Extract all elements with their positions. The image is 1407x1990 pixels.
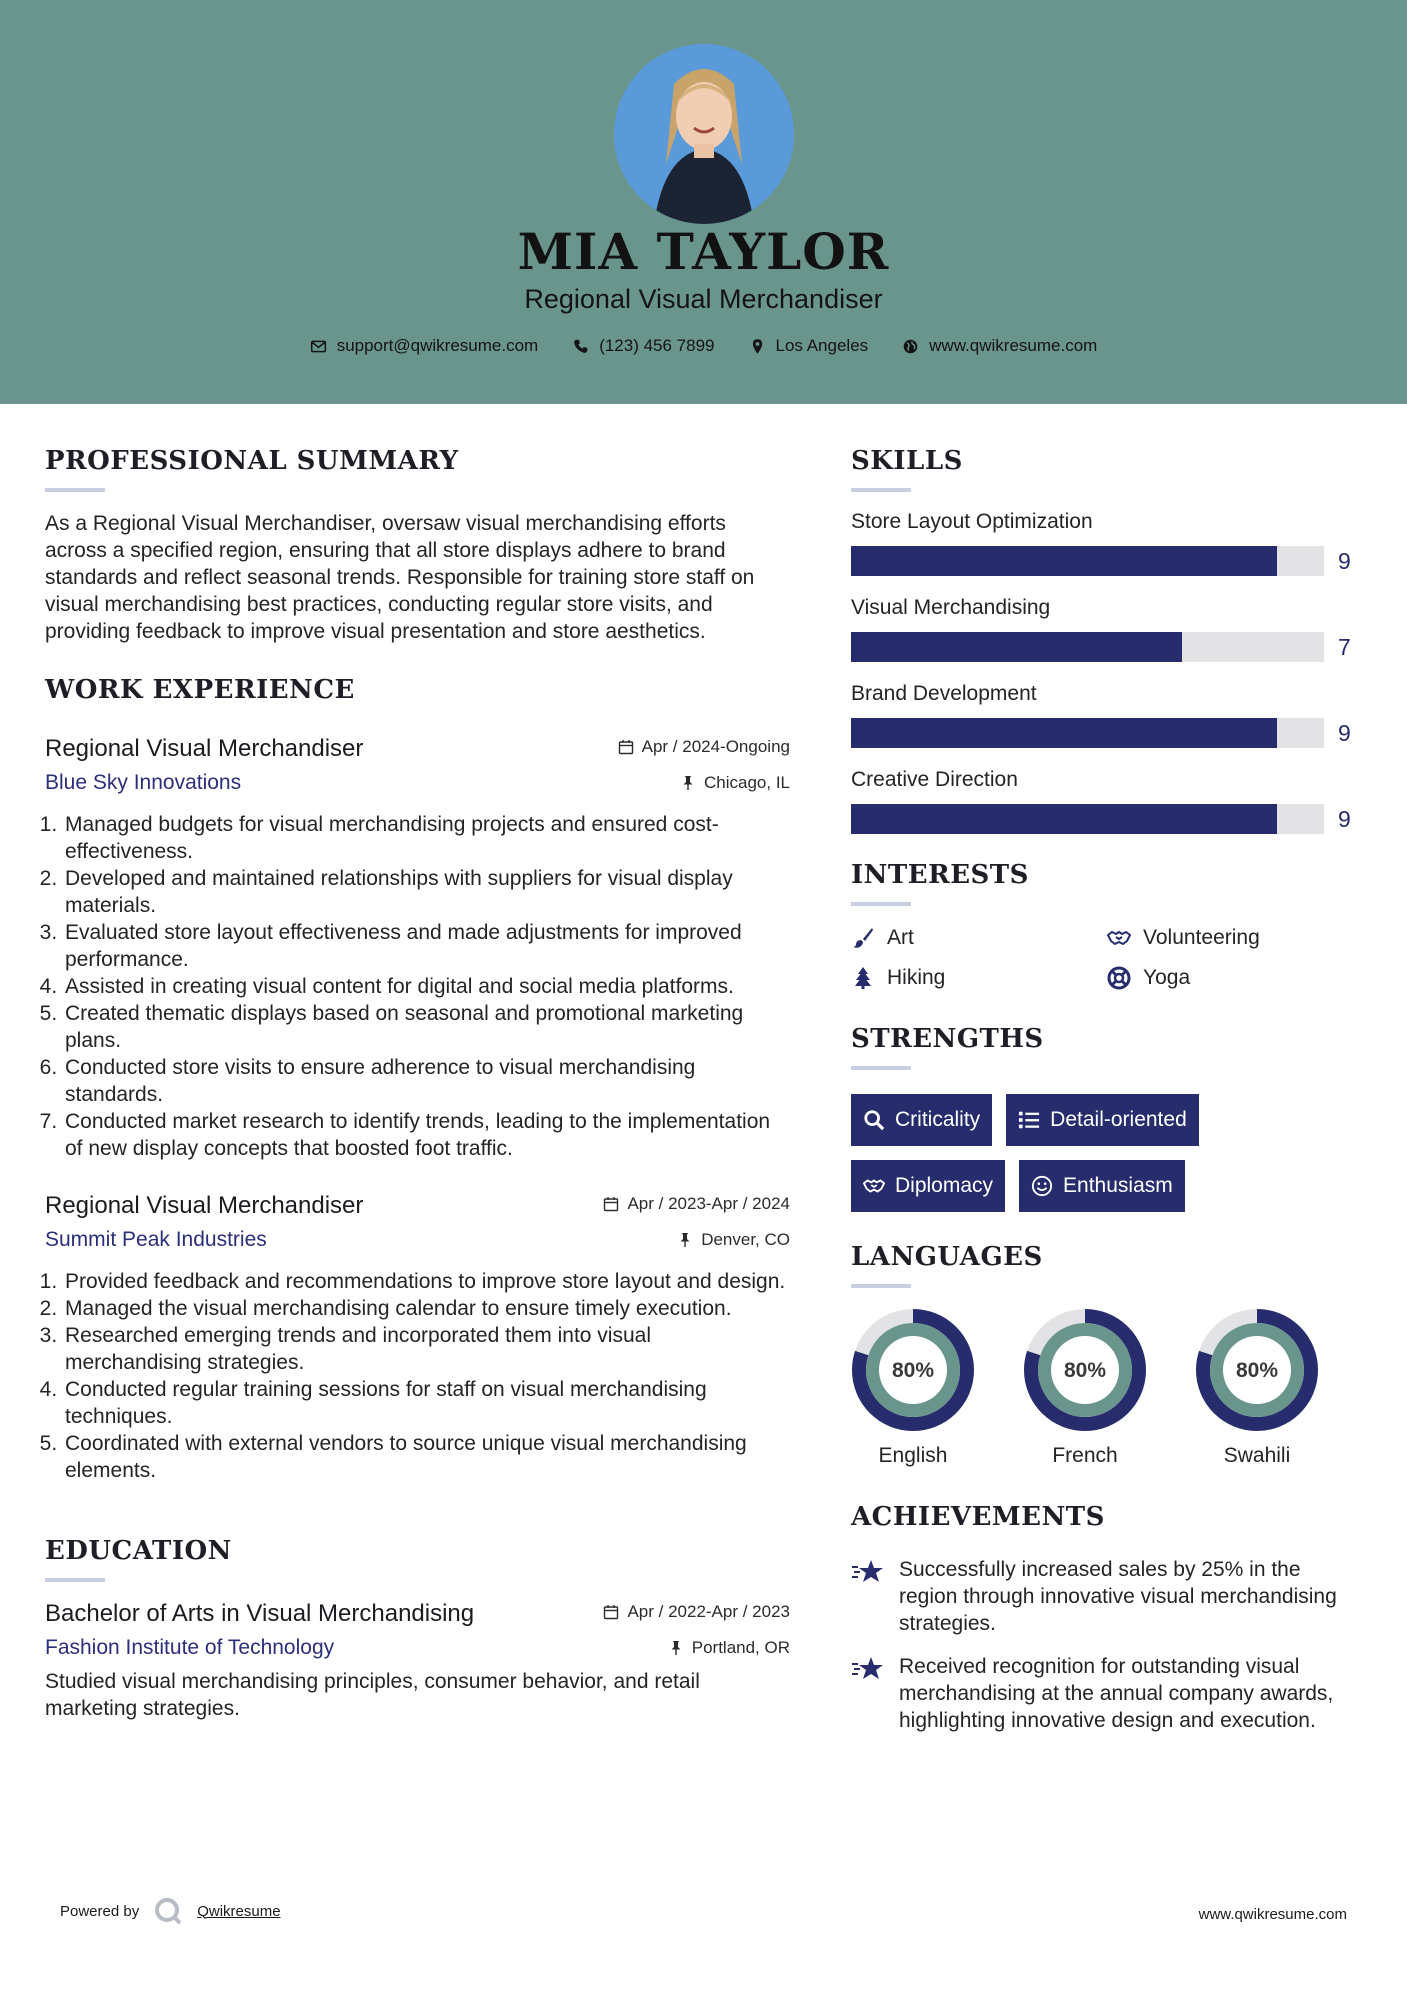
qwikresume-link[interactable]: Qwikresume — [197, 1902, 281, 1920]
section-title-experience: WORK EXPERIENCE — [45, 675, 355, 705]
contact-website-text: www.qwikresume.com — [929, 336, 1098, 355]
job-title: Regional Visual Merchandiser — [45, 1192, 364, 1219]
interest-item — [851, 926, 1107, 950]
interest-item — [1107, 966, 1363, 990]
bullet-item: 7. Conducted market research to identify trends, leading to the implementation of new display concepts that boosted foot traffic. — [63, 1108, 790, 1162]
contact-bar — [0, 336, 1407, 356]
job-company: Summit Peak Industries — [45, 1228, 267, 1251]
section-rule — [851, 1066, 911, 1070]
skill-bar — [851, 546, 1324, 576]
strengths-list — [851, 1094, 1351, 1212]
bullet-item: 2. Managed the visual merchandising calendar to ensure timely execution. — [63, 1295, 790, 1322]
section-title-summary: PROFESSIONAL SUMMARY — [45, 446, 459, 476]
language-ring — [1195, 1308, 1319, 1432]
interest-label: Hiking — [887, 966, 946, 989]
calendar-icon — [618, 739, 634, 755]
education-text: Studied visual merchandising principles, consumer behavior, and retail marketing strategies. — [45, 1670, 700, 1720]
star-icon — [851, 1655, 885, 1683]
job-location — [677, 1230, 790, 1250]
skill-bar-fill — [851, 546, 1277, 576]
pushpin-icon — [680, 775, 696, 791]
powered-by-text: Powered by — [60, 1902, 140, 1920]
pushpin-icon — [668, 1640, 684, 1656]
skill-name: Store Layout Optimization — [851, 510, 1093, 533]
interests-list — [851, 926, 1361, 990]
pushpin-icon — [677, 1232, 693, 1248]
section-title-education: EDUCATION — [45, 1536, 232, 1566]
job-company: Blue Sky Innovations — [45, 771, 242, 794]
section-rule — [851, 902, 911, 906]
handshake-icon — [1107, 926, 1131, 950]
school-name: Fashion Institute of Technology — [45, 1636, 335, 1659]
search-icon — [863, 1109, 885, 1131]
job-entry — [45, 1192, 790, 1484]
job-location-text: Denver, CO — [701, 1230, 790, 1249]
summary-section — [45, 446, 790, 645]
skill-value: 9 — [1338, 719, 1351, 746]
star-icon — [851, 1558, 885, 1586]
bullet-item: 1. Provided feedback and recommendations to improve store layout and design. — [63, 1268, 790, 1295]
skill-item — [851, 768, 1361, 834]
skill-name: Creative Direction — [851, 768, 1018, 791]
candidate-name: MIA TAYLOR — [517, 222, 890, 281]
section-title-languages: LANGUAGES — [851, 1242, 1043, 1272]
skill-value: 9 — [1338, 547, 1351, 574]
job-date — [618, 737, 790, 757]
paintbrush-icon — [851, 926, 875, 950]
skill-bar-fill — [851, 804, 1277, 834]
job-entry — [45, 735, 790, 1162]
skill-name: Brand Development — [851, 682, 1037, 705]
education-section — [45, 1536, 790, 1722]
contact-email-text: support@qwikresume.com — [336, 336, 539, 355]
interest-label: Art — [887, 926, 914, 949]
job-date — [603, 1194, 790, 1214]
strength-label: Diplomacy — [895, 1174, 994, 1197]
interest-item — [851, 966, 1107, 990]
strength-chip — [1006, 1094, 1199, 1146]
language-ring — [851, 1308, 975, 1432]
bullet-item: 3. Researched emerging trends and incorporated them into visual merchandising strategies. — [63, 1322, 790, 1376]
bullet-item: 6. Conducted store visits to ensure adherence to visual merchandising standards. — [63, 1054, 790, 1108]
skill-bar-fill — [851, 632, 1182, 662]
tree-icon — [851, 966, 875, 990]
job-title: Regional Visual Merchandiser — [45, 735, 364, 762]
degree-title: Bachelor of Arts in Visual Merchandising — [45, 1600, 475, 1627]
language-percent: 80% — [1063, 1359, 1107, 1382]
contact-location-text: Los Angeles — [775, 336, 869, 355]
calendar-icon — [603, 1196, 619, 1212]
strength-label: Criticality — [895, 1108, 981, 1131]
languages-list — [851, 1308, 1361, 1468]
section-rule — [45, 1578, 105, 1582]
language-item — [1195, 1308, 1319, 1468]
interest-item — [1107, 926, 1363, 950]
contact-phone-text: (123) 456 7899 — [599, 336, 715, 355]
profile-photo — [614, 44, 794, 224]
language-percent: 80% — [1235, 1359, 1279, 1382]
job-bullets — [63, 811, 790, 1162]
section-rule — [851, 1284, 911, 1288]
contact-email[interactable] — [310, 336, 539, 356]
skill-item — [851, 510, 1361, 576]
list-icon — [1018, 1109, 1040, 1131]
map-pin-icon — [749, 338, 766, 355]
strength-chip — [851, 1160, 1005, 1212]
achievements-section — [851, 1502, 1361, 1734]
footer-powered-by — [60, 1896, 281, 1926]
interest-label: Yoga — [1143, 966, 1191, 989]
bullet-item: 3. Evaluated store layout effectiveness and made adjustments for improved performance. — [63, 919, 790, 973]
achievement-text: Received recognition for outstanding visual merchandising at the annual company awards, highlighting innovative design and execution. — [899, 1655, 1334, 1732]
language-name: French — [1052, 1444, 1118, 1467]
bullet-item: 4. Conducted regular training sessions for staff on visual merchandising techniques. — [63, 1376, 790, 1430]
language-name: English — [878, 1444, 948, 1467]
bullet-item: 2. Developed and maintained relationships with suppliers for visual display materials. — [63, 865, 790, 919]
section-rule — [45, 488, 105, 492]
skill-name: Visual Merchandising — [851, 596, 1051, 619]
skill-bar — [851, 718, 1324, 748]
contact-location — [749, 336, 869, 356]
strength-label: Detail-oriented — [1050, 1108, 1187, 1131]
smile-icon — [1031, 1175, 1053, 1197]
section-title-skills: SKILLS — [851, 446, 963, 476]
education-location — [668, 1638, 790, 1658]
lifering-icon — [1107, 966, 1131, 990]
bullet-item: 4. Assisted in creating visual content for digital and social media platforms. — [63, 973, 790, 1000]
languages-section — [851, 1242, 1361, 1468]
achievement-text: Successfully increased sales by 25% in the region through innovative visual merchandising strategies. — [899, 1558, 1337, 1635]
qwikresume-logo-icon — [153, 1896, 183, 1926]
language-name: Swahili — [1223, 1444, 1291, 1467]
skill-value: 7 — [1338, 633, 1351, 660]
calendar-icon — [603, 1604, 619, 1620]
summary-text: As a Regional Visual Merchandiser, oversaw visual merchandising efforts across a specified region, ensuring that all store displays adhere to brand standards and reflect seasonal trends. Responsible for training store staff on visual merchandising best practices, conducting regular store visits, and providing feedback to improve visual presentation and store aesthetics. — [45, 512, 755, 643]
job-location-text: Chicago, IL — [704, 773, 790, 792]
job-date-text: Apr / 2024-Ongoing — [641, 737, 790, 756]
education-date-text: Apr / 2022-Apr / 2023 — [627, 1602, 790, 1621]
strengths-section — [851, 1024, 1361, 1212]
contact-phone[interactable] — [572, 336, 714, 356]
job-date-text: Apr / 2023-Apr / 2024 — [627, 1194, 790, 1213]
skill-row — [851, 632, 1361, 662]
education-location-text: Portland, OR — [691, 1638, 790, 1657]
candidate-role: Regional Visual Merchandiser — [524, 284, 883, 314]
achievement-item — [851, 1653, 1361, 1734]
resume-header — [0, 0, 1407, 404]
interest-label: Volunteering — [1143, 926, 1260, 949]
right-column — [851, 446, 1361, 1734]
envelope-icon — [310, 338, 327, 355]
skill-row — [851, 804, 1361, 834]
footer-website[interactable]: www.qwikresume.com — [1198, 1906, 1347, 1923]
skills-section — [851, 446, 1361, 834]
skill-value: 9 — [1338, 805, 1351, 832]
skill-bar-fill — [851, 718, 1277, 748]
bullet-item: 5. Created thematic displays based on seasonal and promotional marketing plans. — [63, 1000, 790, 1054]
interests-section — [851, 860, 1361, 990]
strength-label: Enthusiasm — [1063, 1174, 1173, 1197]
skill-item — [851, 596, 1361, 662]
bullet-item: 1. Managed budgets for visual merchandising projects and ensured cost-effectiveness. — [63, 811, 790, 865]
section-rule — [851, 488, 911, 492]
section-title-strengths: STRENGTHS — [851, 1024, 1044, 1054]
achievement-item — [851, 1556, 1361, 1637]
education-date — [603, 1602, 790, 1622]
strength-chip — [851, 1094, 992, 1146]
skill-item — [851, 682, 1361, 748]
experience-section — [45, 675, 790, 1484]
language-percent: 80% — [891, 1359, 935, 1382]
section-title-interests: INTERESTS — [851, 860, 1029, 890]
job-bullets — [63, 1268, 790, 1484]
strength-chip — [1019, 1160, 1185, 1212]
bullet-item: 5. Coordinated with external vendors to source unique visual merchandising elements. — [63, 1430, 790, 1484]
skill-bar — [851, 804, 1324, 834]
section-title-achievements: ACHIEVEMENTS — [851, 1502, 1105, 1532]
language-item — [1023, 1308, 1147, 1468]
globe-icon — [902, 338, 919, 355]
skills-list — [851, 510, 1361, 834]
skill-row — [851, 718, 1361, 748]
phone-icon — [572, 338, 589, 355]
language-item — [851, 1308, 975, 1468]
contact-website[interactable] — [902, 336, 1097, 356]
education-entry — [45, 1600, 790, 1722]
language-ring — [1023, 1308, 1147, 1432]
skill-bar — [851, 632, 1324, 662]
skill-row — [851, 546, 1361, 576]
left-column — [45, 446, 790, 1722]
job-location — [680, 773, 790, 793]
handshake-icon — [863, 1175, 885, 1197]
